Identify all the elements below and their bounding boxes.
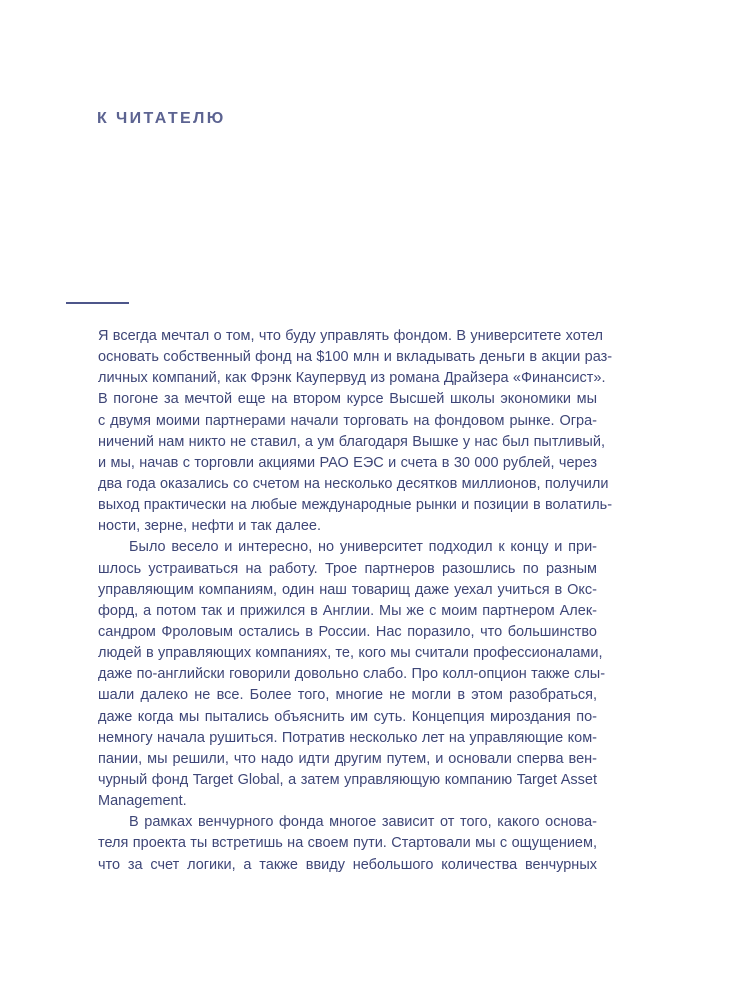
text-line: основать собственный фонд на $100 млн и вкладывать деньги в акции раз- — [98, 349, 613, 366]
text-line: чурный фонд Target Global, а затем управляющую компанию Target Asset — [98, 771, 597, 788]
text-line: личных компаний, как Фрэнк Каупервуд из романа Драйзера «Финансист». — [98, 370, 606, 387]
text-line: шали далеко не все. Более того, многие не могли в этом разобраться, — [98, 687, 597, 704]
text-line: даже по-английски говорили довольно слабо. Про колл-опцион также слы- — [98, 666, 606, 683]
text-line: управляющим компаниям, один наш товарищ даже уехал учиться в Окс- — [98, 581, 597, 598]
text-line: В погоне за мечтой еще на втором курсе Высшей школы экономики мы — [98, 391, 597, 408]
text-line: и мы, начав с торговли акциями РАО ЕЭС и счета в 30 000 рублей, через — [98, 454, 597, 471]
text-line: два года оказались со счетом на несколько десятков миллионов, получили — [98, 475, 609, 492]
section-divider — [66, 302, 129, 304]
text-line: Было весело и интересно, но университет подходил к концу и при- — [129, 539, 597, 556]
body-text — [98, 326, 613, 876]
text-line: ничений нам никто не ставил, а ум благодаря Вышке у нас был пытливый, — [98, 433, 605, 450]
text-line: шлось устраиваться на работу. Трое партнеров разошлись по разным — [98, 560, 597, 577]
text-line: В рамках венчурного фонда многое зависит от того, какого основа- — [129, 814, 597, 831]
text-line: Management. — [98, 793, 187, 810]
text-line: теля проекта ты встретишь на своем пути. Стартовали мы с ощущением, — [98, 835, 597, 852]
text-line: даже когда мы пытались объяснить им суть. Концепция мироздания по- — [98, 708, 597, 725]
text-line: немногу начала рушиться. Потратив несколько лет на управляющие ком- — [98, 729, 597, 746]
text-line: с двумя моими партнерами начали торговать на фондовом рынке. Огра- — [98, 412, 597, 429]
text-line: форд, а потом так и прижился в Англии. Мы же с моим партнером Алек- — [98, 602, 597, 619]
chapter-title: К ЧИТАТЕЛЮ — [97, 110, 226, 127]
text-line: что за счет логики, а также ввиду небольшого количества венчурных — [98, 856, 597, 873]
text-line: ности, зерне, нефти и так далее. — [98, 518, 322, 535]
text-line: пании, мы решили, что надо идти другим путем, и основали сперва вен- — [98, 750, 597, 767]
text-line: людей в управляющих компаниях, те, кого мы считали профессионалами, — [98, 645, 603, 662]
text-line: сандром Фроловым остались в России. Нас поразило, что большинство — [98, 623, 597, 640]
text-line: выход практически на любые международные рынки и позиции в волатиль- — [98, 497, 613, 514]
text-line: Я всегда мечтал о том, что буду управлять фондом. В университете хотел — [98, 328, 604, 344]
